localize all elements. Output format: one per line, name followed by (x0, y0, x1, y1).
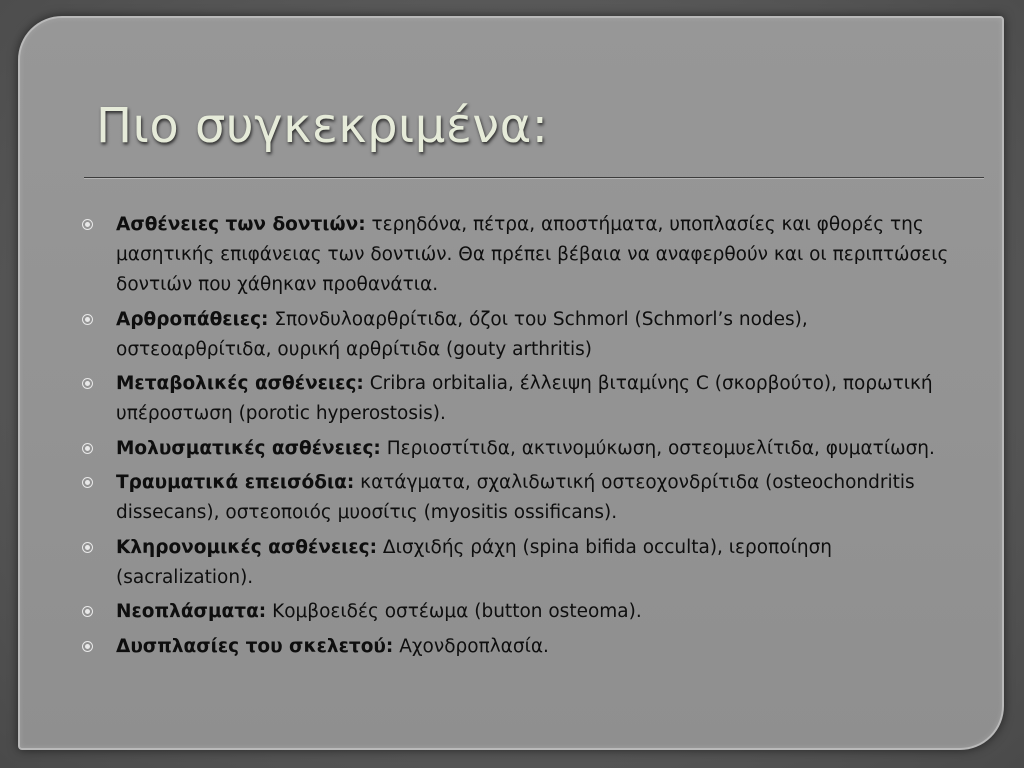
bullet-term: Δυσπλασίες του σκελετού: (116, 635, 394, 657)
bullet-item-hereditary-diseases (82, 533, 962, 593)
circle-bullet-icon (82, 606, 93, 617)
bullet-text: Κομβοειδές οστέωμα (button osteoma). (266, 601, 642, 622)
bullet-text: τερηδόνα, πέτρα, αποστήματα, υποπλασίες και φθορές της μασητικής επιφάνειας των δοντιών. Θα πρέπει βέβαια να αναφερθούν και οι περιπτώσεις δοντιών που χάθηκαν προθανάτια. (116, 214, 949, 295)
bullet-text: Cribra orbitalia, έλλειψη βιταμίνης C (σκορβούτο), πορωτική υπέροστωση (porotic hyperostosis). (116, 373, 933, 424)
bullet-item-neoplasms (82, 597, 962, 627)
bullet-text: Αχονδροπλασία. (393, 635, 549, 657)
content-panel (18, 16, 1004, 750)
bullet-term: Ασθένειες των δοντιών: (116, 214, 366, 235)
circle-bullet-icon (82, 542, 93, 553)
bullet-term: Μολυσματικές ασθένειες: (116, 437, 381, 459)
title-divider (84, 177, 984, 179)
bullet-term: Μεταβολικές ασθένειες: (116, 373, 364, 394)
circle-bullet-icon (82, 443, 93, 454)
bullet-term: Νεοπλάσματα: (116, 601, 267, 622)
bullet-text: Δισχιδής ράχη (spina bifida occulta), ιεροποίηση (sacralization). (116, 536, 833, 588)
circle-bullet-icon (82, 641, 93, 652)
bullet-text: Περιοστίτιδα, ακτινομύκωση, οστεομυελίτιδα, φυματίωση. (380, 437, 935, 459)
bullet-text: κατάγματα, σχαλιδωτική οστεοχονδρίτιδα (osteochondritis dissecans), οστεοποιός μυοσίτις (myositis ossificans). (116, 472, 915, 523)
bullet-text: Σπονδυλοαρθρίτιδα, όζοι του Schmorl (Schmorl’s nodes), οστεοαρθρίτιδα, ουρική αρθρίτιδα (gouty arthritis) (116, 308, 808, 360)
bullet-item-traumatic-episodes (82, 468, 962, 528)
circle-bullet-icon (82, 219, 93, 230)
bullet-item-infectious-diseases (82, 434, 962, 464)
slide-title: Πιο συγκεκριμένα: (96, 98, 549, 154)
circle-bullet-icon (82, 477, 93, 488)
bullet-list (82, 210, 962, 666)
bullet-term: Τραυματικά επεισόδια: (116, 472, 355, 493)
bullet-item-metabolic-diseases (82, 369, 962, 429)
circle-bullet-icon (82, 314, 93, 325)
bullet-item-arthropathies (82, 305, 962, 365)
bullet-term: Αρθροπάθειες: (116, 308, 269, 330)
bullet-item-skeletal-dysplasias (82, 632, 962, 662)
circle-bullet-icon (82, 378, 93, 389)
bullet-item-dental-diseases (82, 210, 962, 300)
bullet-term: Κληρονομικές ασθένειες: (116, 536, 378, 558)
